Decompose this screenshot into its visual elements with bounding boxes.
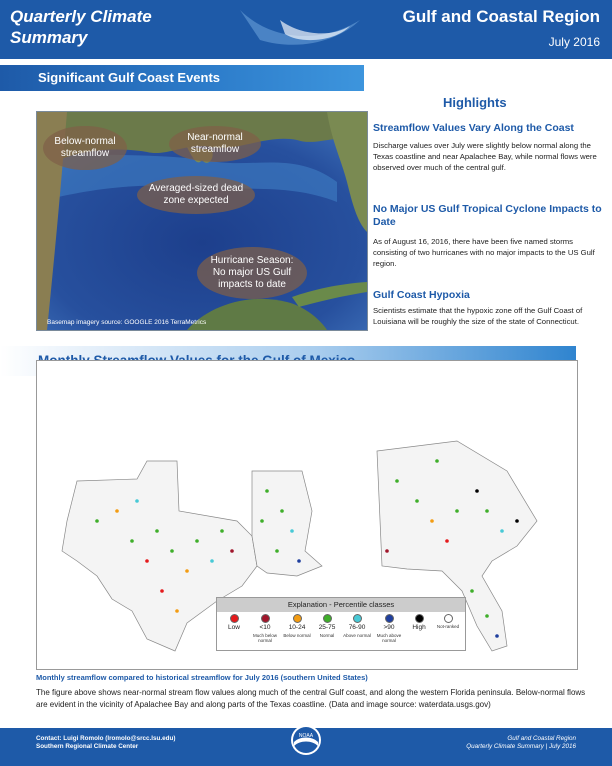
report-date: July 2016 bbox=[548, 35, 600, 49]
report-title-line2: Summary bbox=[10, 28, 88, 47]
map-credit: Basemap imagery source: GOOGLE 2016 TerraMetrics bbox=[47, 319, 207, 326]
noaa-logo-text: NOAA bbox=[298, 733, 314, 739]
header-divider bbox=[0, 59, 612, 63]
legend-dot-normal bbox=[323, 614, 332, 623]
legend-class-normal bbox=[313, 614, 341, 638]
legend-label-much-below: <10 bbox=[259, 624, 271, 631]
label-below-normal-streamflow: Below-normal streamflow bbox=[43, 126, 127, 170]
footer-issue: Quarterly Climate Summary | July 2016 bbox=[466, 743, 576, 750]
legend-dot-much-below bbox=[261, 614, 270, 623]
legend-dot-high bbox=[415, 614, 424, 623]
legend-class-low bbox=[221, 614, 247, 632]
legend-label-high: High bbox=[412, 624, 426, 631]
highlight-heading-streamflow: Streamflow Values Vary Along the Coast bbox=[373, 122, 574, 134]
region-title: Gulf and Coastal Region bbox=[402, 7, 600, 26]
legend-title: Explanation - Percentile classes bbox=[217, 598, 465, 612]
section-bar-events bbox=[0, 65, 364, 91]
legend-sub-much-below: Much below normal bbox=[252, 632, 277, 643]
legend-class-much-below bbox=[249, 614, 281, 643]
legend-class-above bbox=[343, 614, 371, 638]
streamflow-map bbox=[36, 360, 578, 670]
highlight-heading-cyclone: No Major US Gulf Tropical Cyclone Impacts to Date bbox=[373, 203, 602, 228]
legend-label-below: 10-24 bbox=[288, 624, 306, 631]
legend-sub-not-ranked: Not-ranked bbox=[436, 624, 460, 629]
legend-class-much-above bbox=[373, 614, 405, 643]
figure-caption: Monthly streamflow compared to historical streamflow for July 2016 (southern United States) bbox=[36, 673, 368, 682]
footer-contact bbox=[36, 735, 175, 751]
legend-dot-above bbox=[353, 614, 362, 623]
legend-class-not-ranked bbox=[433, 614, 463, 629]
highlights-title: Highlights bbox=[443, 95, 507, 110]
noaa-logo-icon bbox=[290, 724, 322, 756]
highlight-body-cyclone: As of August 16, 2016, there have been five named storms consisting of two hurricanes with no major impacts to the US Gulf region. bbox=[373, 237, 595, 268]
legend-label-above: 76-90 bbox=[348, 624, 366, 631]
report-title bbox=[10, 6, 240, 48]
footer-publication bbox=[466, 735, 576, 751]
footer-region: Gulf and Coastal Region bbox=[507, 735, 576, 742]
legend-sub-above: Above normal bbox=[343, 632, 371, 638]
legend-label-normal: 25-75 bbox=[318, 624, 336, 631]
section-title-events: Significant Gulf Coast Events bbox=[38, 70, 221, 85]
label-hurricane-season: Hurricane Season: No major US Gulf impacts to date bbox=[197, 247, 307, 299]
legend-label-much-above: >90 bbox=[383, 624, 395, 631]
highlight-heading-hypoxia: Gulf Coast Hypoxia bbox=[373, 289, 470, 301]
footer-center-name: Southern Regional Climate Center bbox=[36, 743, 139, 750]
map-legend bbox=[216, 597, 466, 651]
legend-dot-not-ranked bbox=[444, 614, 453, 623]
legend-sub-below: Below normal bbox=[283, 632, 311, 638]
label-dead-zone: Averaged-sized dead zone expected bbox=[137, 176, 255, 214]
highlight-body-streamflow: Discharge values over July were slightly below normal along the Texas coastline and near Apalachee Bay, while normal flows were observed over much of the central gulf. bbox=[373, 141, 597, 172]
legend-dot-much-above bbox=[385, 614, 394, 623]
legend-class-below bbox=[283, 614, 311, 638]
footer-contact-line: Contact: Luigi Romolo (lromolo@srcc.lsu.edu) bbox=[36, 735, 176, 742]
legend-dot-low bbox=[230, 614, 239, 623]
legend-sub-normal: Normal bbox=[319, 632, 335, 638]
figure-description: The figure above shows near-normal stream flow values along much of the central Gulf coast, and along the western Florida peninsula. Below-normal flows are evident in the vicinity of Apalachee Bay and along parts of the Texas coastline. (Data and image source: waterdata.usgs.gov) bbox=[36, 688, 586, 709]
legend-label-low: Low bbox=[228, 624, 240, 631]
legend-dot-below bbox=[293, 614, 302, 623]
legend-class-high bbox=[407, 614, 431, 632]
report-title-line1: Quarterly Climate bbox=[10, 7, 152, 26]
legend-sub-much-above: Much above normal bbox=[376, 632, 402, 643]
highlight-body-hypoxia: Scientists estimate that the hypoxic zone off the Gulf Coast of Louisiana will be roughly the size of the state of Connecticut. bbox=[373, 306, 583, 326]
label-near-normal-streamflow: Near-normal streamflow bbox=[169, 126, 261, 162]
gulf-satellite-map bbox=[36, 111, 368, 331]
